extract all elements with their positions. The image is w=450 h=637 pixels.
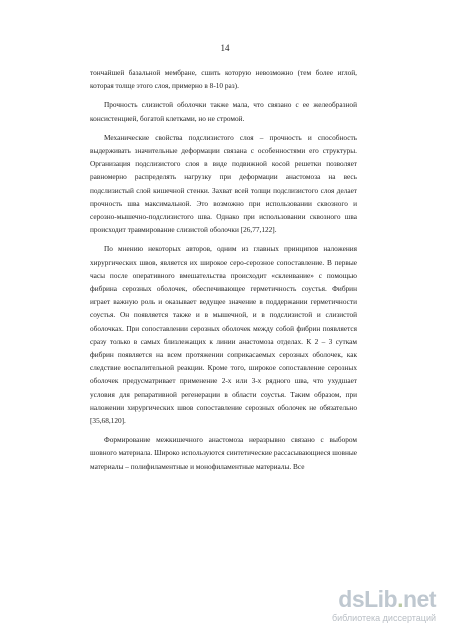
watermark-logo-main: dsLib [338, 586, 398, 612]
page-number: 14 [220, 43, 230, 53]
paragraph-2: Прочность слизистой оболочки также мала, что связано с ее желеобразной консистенцией, богатой клетками, но не стромой. [90, 100, 357, 123]
paragraph-3: Механические свойства подслизистого слоя – прочность и способность выдерживать значительные деформации связана с особенностями его структуры. Организация подслизистого слоя в виде подвижной косой решетки позволяет равномерно распределять нагрузку при деформации анастомоза на весь подслизистый слой кишечной стенки. Захват всей толщи подслизистого слоя делает прочность шва максимальной. Это возможно при использовании сквозного и серозно-мышечно-подслизистого шва. Однако при использовании сквозного шва происходит травмирование слизистой оболочки [26,77,122]. [90, 132, 357, 235]
site-watermark [300, 586, 440, 626]
document-body [90, 66, 357, 479]
watermark-subtitle: библиотека диссертаций [331, 613, 436, 623]
paragraph-4: По мнению некоторых авторов, одним из главных принципов наложения хирургических швов, является их широкое серо-серозное сопоставление. В первые часы после оперативного вмешательства происходит «склеивание» с помощью фибрина серозных оболочек, обеспечивающее герметичность соустья. Фибрин играет важную роль и оказывает ведущее значение в поддержании герметичности соустья. Он появляется также и в мышечной, и в подслизистой и слизистой оболочках. При сопоставлении серозных оболочек между собой фибрин появляется сразу только в самых близлежащих к линии анастомоза отделах. К 2 – 3 суткам фибрин появляется на всем протяжении соприкасаемых серозных оболочек, как следствие воспалительной реакции. Кроме того, широкое сопоставление серозных оболочек предусматривает применение 2-х или 3-х рядного шва, что ухудшает условия для репаративной регенерации в области соустья. Таким образом, при наложении хирургических швов сопоставление серозных оболочек не обязательно [35,68,120]. [90, 244, 357, 426]
watermark-logo [338, 586, 436, 612]
watermark-logo-tld: net [403, 586, 436, 612]
paragraph-1: тончайшей базальной мембране, сшить которую невозможно (тем более иглой, которая толще этого слоя, примерно в 8-10 раз). [90, 68, 357, 91]
watermark-logo-dot: . [397, 586, 403, 612]
paragraph-5: Формирование межкишечного анастомоза неразрывно связано с выбором шовного материала. Широко используются синтетические рассасывающиеся шовные материалы – полифиламентные и монофиламентные материалы. Все [90, 435, 357, 471]
